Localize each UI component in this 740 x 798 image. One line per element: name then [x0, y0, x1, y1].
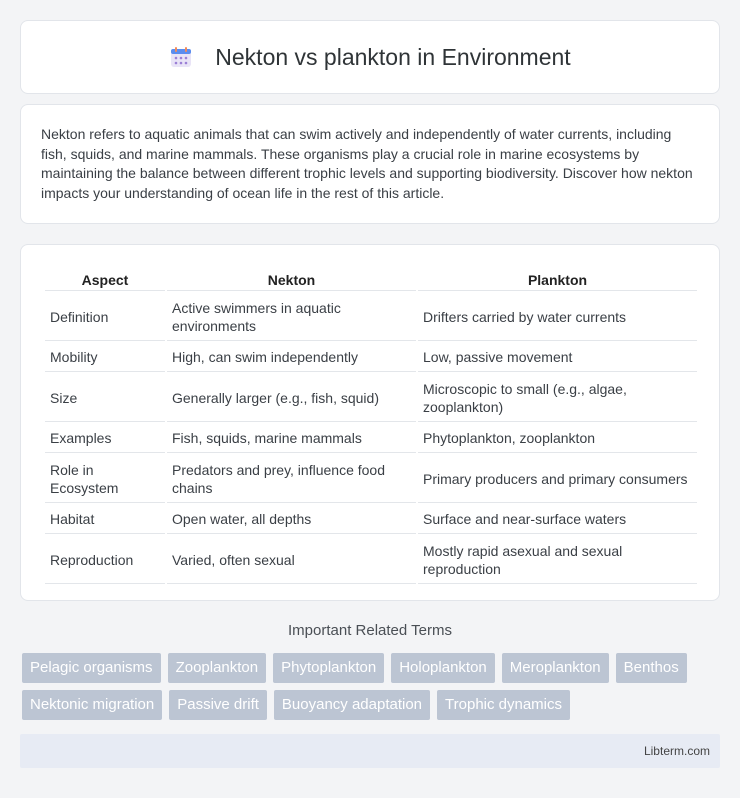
- table-cell: Microscopic to small (e.g., algae, zooplankton): [418, 374, 697, 422]
- table-row: [45, 536, 697, 584]
- table-row: [45, 293, 697, 341]
- tag-buoyancy-adaptation[interactable]: Buoyancy adaptation: [274, 690, 430, 720]
- table-row: [45, 343, 697, 372]
- table-row: [45, 455, 697, 503]
- table-cell: Drifters carried by water currents: [418, 293, 697, 341]
- table-cell: Definition: [45, 293, 165, 341]
- column-header-aspect: Aspect: [45, 265, 165, 291]
- tag-passive-drift[interactable]: Passive drift: [169, 690, 267, 720]
- page-title: Nekton vs plankton in Environment: [215, 43, 571, 70]
- table-cell: Mobility: [45, 343, 165, 372]
- table-cell: Size: [45, 374, 165, 422]
- table-row: [45, 424, 697, 453]
- table-cell: Habitat: [45, 505, 165, 534]
- tag-zooplankton[interactable]: Zooplankton: [168, 653, 267, 683]
- comparison-card: [20, 244, 720, 601]
- table-cell: Phytoplankton, zooplankton: [418, 424, 697, 453]
- column-header-nekton: Nekton: [167, 265, 416, 291]
- tag-nektonic-migration[interactable]: Nektonic migration: [22, 690, 162, 720]
- table-cell: Varied, often sexual: [167, 536, 416, 584]
- table-cell: Role in Ecosystem: [45, 455, 165, 503]
- tag-pelagic-organisms[interactable]: Pelagic organisms: [22, 653, 161, 683]
- table-row: [45, 374, 697, 422]
- table-cell: Active swimmers in aquatic environments: [167, 293, 416, 341]
- related-terms-tags: [22, 653, 702, 720]
- table-cell: Mostly rapid asexual and sexual reproduction: [418, 536, 697, 584]
- table-cell: Generally larger (e.g., fish, squid): [167, 374, 416, 422]
- footer-site-link[interactable]: Libterm.com: [643, 744, 710, 758]
- table-cell: Examples: [45, 424, 165, 453]
- table-cell: Reproduction: [45, 536, 165, 584]
- related-terms-section: [20, 622, 720, 639]
- table-cell: Open water, all depths: [167, 505, 416, 534]
- title-card: [20, 20, 720, 94]
- intro-card: [20, 104, 720, 224]
- related-terms-title: Important Related Terms: [288, 622, 452, 639]
- tag-benthos[interactable]: Benthos: [616, 653, 687, 683]
- table-cell: Predators and prey, influence food chains: [167, 455, 416, 503]
- calendar-icon: [169, 45, 193, 69]
- table-cell: Low, passive movement: [418, 343, 697, 372]
- table-row: [45, 505, 697, 534]
- tag-holoplankton[interactable]: Holoplankton: [391, 653, 495, 683]
- table-header-row: [45, 265, 697, 291]
- table-cell: Primary producers and primary consumers: [418, 455, 697, 503]
- tag-trophic-dynamics[interactable]: Trophic dynamics: [437, 690, 570, 720]
- table-cell: Fish, squids, marine mammals: [167, 424, 416, 453]
- intro-text: Nekton refers to aquatic animals that can swim actively and independently of water currents, including fish, squids, and marine mammals. These organisms play a crucial role in marine ecosystems by maintaining the balance between different trophic levels and supporting biodiversity. Discover how nekton impacts your understanding of ocean life in the rest of this article.: [41, 126, 693, 201]
- tag-phytoplankton[interactable]: Phytoplankton: [273, 653, 384, 683]
- column-header-plankton: Plankton: [418, 265, 697, 291]
- comparison-table: [43, 263, 699, 586]
- table-cell: High, can swim independently: [167, 343, 416, 372]
- tag-meroplankton[interactable]: Meroplankton: [502, 653, 609, 683]
- table-cell: Surface and near-surface waters: [418, 505, 697, 534]
- footer: [20, 734, 720, 768]
